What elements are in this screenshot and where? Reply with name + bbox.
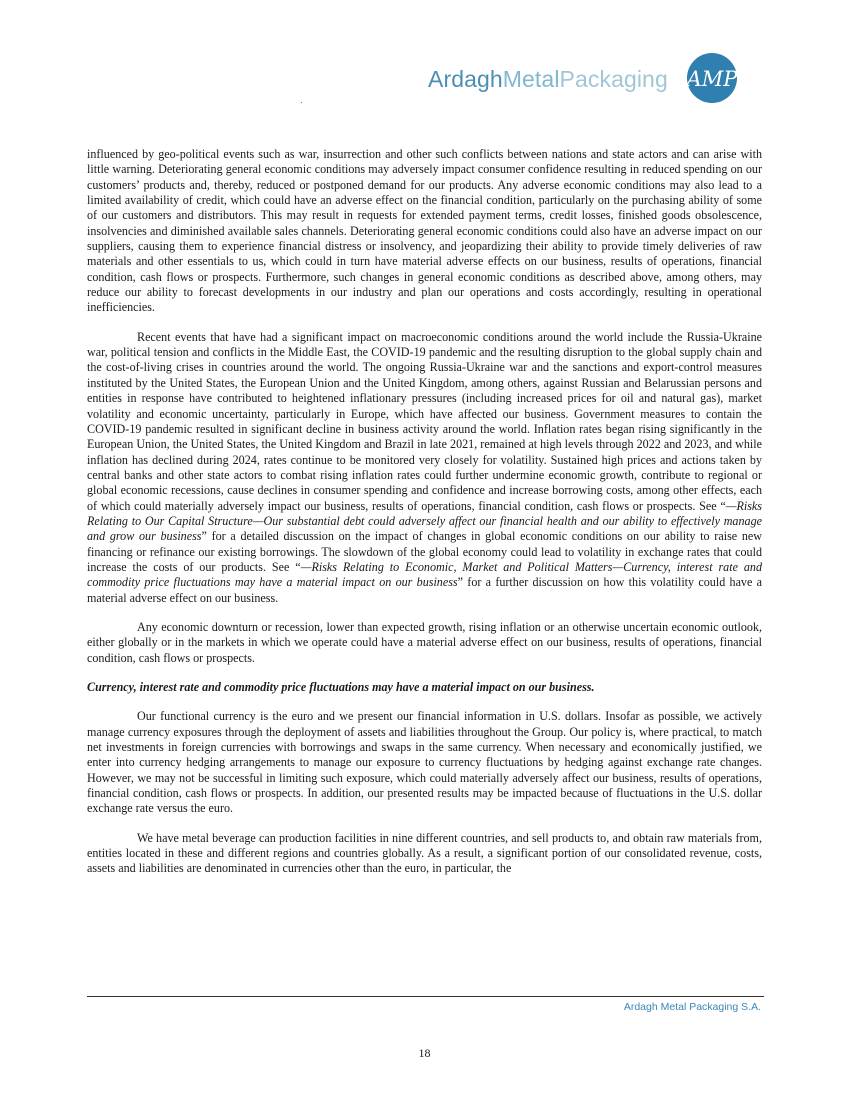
paragraph-recent-events-text-c: ” for a further discussion on how this volatility could have a material adverse effect on our business. — [87, 575, 762, 605]
paragraph-functional-currency: Our functional currency is the euro and we present our financial information in U.S. dollars. Insofar as possible, we actively manage currency exposures through the deployment of assets and liabilities throughout the Group. Our policy is, where practical, to match net investments in foreign currencies with borrowings and swaps in the same currency. When necessary and economically justified, we enter into currency hedging arrangements to manage our exposure to currency fluctuations by hedging against exchange rate changes. However, we may not be successful in limiting such exposure, which could materially adversely affect our business, results of operations, financial condition, cash flows or prospects. In addition, our presented results may be impacted because of fluctuations in the U.S. dollar exchange rate versus the euro. — [87, 709, 762, 816]
paragraph-recent-events — [87, 330, 762, 606]
paragraph-recent-events-text-a: Recent events that have had a significant impact on macroeconomic conditions around the world include the Russia-Ukraine war, political tension and conflicts in the Middle East, the COVID-19 pandemic and the resulting disruption to the global supply chain and the cost-of-living crises in countries around the world. The ongoing Russia-Ukraine war and the sanctions and export-control measures instituted by the United States, the European Union and the United Kingdom, among others, against Russian and Belarussian persons and entities in response have contributed to heightened inflationary pressures (including increased prices for oil and natural gas), market volatility and economic uncertainty, particularly in Europe, which have affected our business. Government measures to contain the COVID-19 pandemic resulted in significant decline in business activity around the world. Inflation rates began rising significantly in the European Union, the United States, the United Kingdom and Brazil in late 2021, remained at high levels through 2022 and 2023, and while inflation has declined during 2024, rates continue to be monitored very closely for volatility. Sustained high prices and actions taken by central banks and other state actors to combat rising inflation rates could further undermine economic growth, contribute to regional or global economic recessions, cause declines in consumer spending and confidence and increase borrowing costs, among other effects, each of which could materially adversely impact our business, results of operations, financial condition, cash flows or prospects. See “ — [87, 329, 762, 513]
document-body — [87, 147, 762, 877]
paragraph-recent-events-text-b: ” for a detailed discussion on the impact of changes in global economic conditions on our ability to raise new financing or refinance our existing borrowings. The slowdown of the global economy could lead to volatility in exchange rates that could increase the costs of our products. See “ — [87, 529, 763, 574]
company-logo — [428, 52, 758, 112]
paragraph-production-facilities: We have metal beverage can production facilities in nine different countries, and sell products to, and obtain raw materials from, entities located in these and different regions and countries globally. As a result, a significant portion of our consolidated revenue, costs, assets and liabilities are denominated in currencies other than the euro, in particular, the — [87, 830, 762, 876]
footer-divider — [87, 996, 764, 997]
cross-reference-currency-risk: —Risks Relating to Economic, Market and Political Matters—Currency, interest rate and commodity price fluctuations may have a material impact on our business — [87, 559, 763, 590]
cross-reference-capital-structure: —Risks Relating to Our Capital Structure—Our substantial debt could adversely affect our financial health and our ability to effectively manage and grow our business — [87, 498, 762, 544]
footer-company-name: Ardagh Metal Packaging S.A. — [623, 1001, 761, 1013]
logo-monogram-text: AMP — [686, 67, 738, 91]
logo-word-ardagh: Ardagh — [428, 66, 503, 92]
paragraph-economic-conditions: influenced by geo-political events such as war, insurrection and other such conflicts between nations and state actors and can arise with little warning. Deteriorating general economic conditions may adversely impact consumer confidence resulting in reduced spending on our customers’ products and, thereby, reduced or postponed demand for our products. Any adverse economic conditions may also lead to a limited availability of credit, which could have an adverse effect on the financial condition, particularly on the purchasing ability of some of our customers and distributors. This may result in requests for extended payment terms, credit losses, finished goods obsolescence, insolvencies and diminished available sales channels. Deteriorating general economic conditions could also have an adverse impact on our suppliers, causing them to experience financial distress or insolvency, and jeopardizing their ability to provide timely deliveries of raw materials and other essentials to us, which could in turn have material adverse effects on our business, results of operations, financial condition, cash flows or prospects. Furthermore, such changes in general economic conditions as described above, among others, may reduce our ability to forecast developments in our industry and plan our operations and costs accordingly, resulting in operational inefficiencies. — [87, 147, 762, 315]
amp-monogram-icon — [686, 52, 738, 104]
stray-mark — [301, 102, 302, 103]
page-number: 18 — [418, 1046, 431, 1060]
section-heading-currency-risk: Currency, interest rate and commodity price fluctuations may have a material impact on our business. — [87, 680, 595, 694]
logo-word-packaging: Packaging — [559, 66, 668, 92]
logo-wordmark — [428, 66, 668, 93]
logo-word-metal: Metal — [502, 66, 560, 92]
paragraph-economic-downturn: Any economic downturn or recession, lower than expected growth, rising inflation or an otherwise uncertain economic outlook, either globally or in the markets in which we operate could have a material adverse effect on our business, results of operations, financial condition, cash flows or prospects. — [87, 619, 762, 665]
